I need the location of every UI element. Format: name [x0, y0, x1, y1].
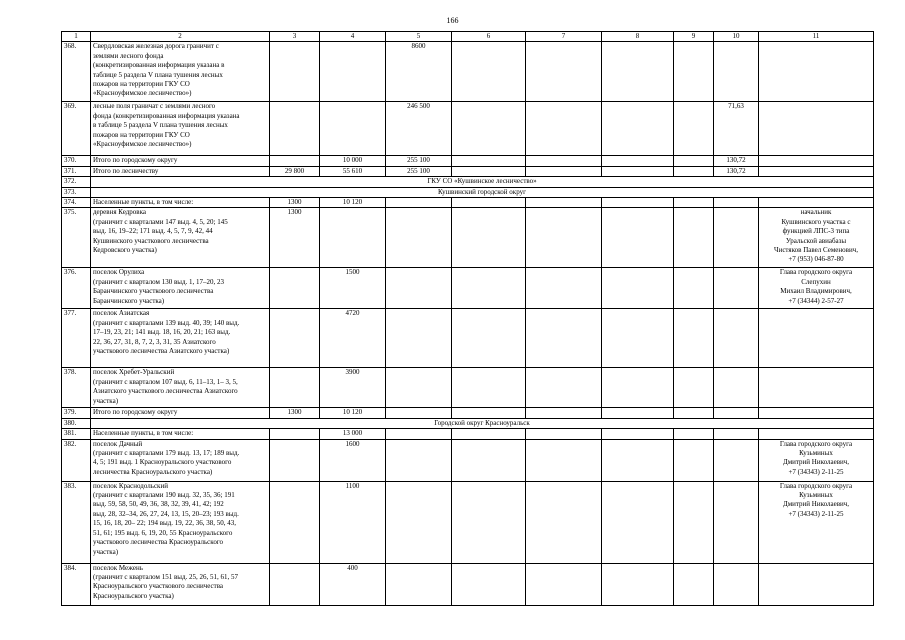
value-cell-col-6	[452, 309, 526, 368]
value-cell-col-10	[714, 268, 759, 309]
row-number: 379.	[62, 408, 91, 418]
value-cell-col-3	[270, 156, 320, 166]
value-cell-col-9	[674, 439, 714, 481]
row-number: 376.	[62, 268, 91, 309]
description-cell: деревня Кедровка (граничит с кварталами 147 выд. 4, 5, 20; 145 выд. 16, 19–22; 171 выд. 4, 5, 7, 9, 42, 44 Кушвинского участкового лесничества Кедровского участка)	[91, 208, 270, 268]
value-cell-col-4: 3900	[320, 368, 386, 408]
value-cell-col-7	[526, 102, 602, 156]
value-cell-col-4: 10 120	[320, 408, 386, 418]
table-row	[62, 481, 874, 563]
section-row	[62, 177, 874, 187]
table-row	[62, 198, 874, 208]
row-number: 372.	[62, 177, 91, 187]
contact-cell	[759, 368, 874, 408]
column-header-row	[62, 32, 874, 42]
row-number: 374.	[62, 198, 91, 208]
value-cell-col-5	[386, 368, 452, 408]
description-cell: Населенные пункты, в том числе:	[91, 429, 270, 439]
row-number: 377.	[62, 309, 91, 368]
contact-cell	[759, 198, 874, 208]
value-cell-col-3: 1300	[270, 208, 320, 268]
description-cell: Итого по городскому округу	[91, 156, 270, 166]
value-cell-col-3: 1300	[270, 198, 320, 208]
contact-cell	[759, 156, 874, 166]
value-cell-col-6	[452, 408, 526, 418]
value-cell-col-10	[714, 481, 759, 563]
value-cell-col-6	[452, 268, 526, 309]
contact-cell	[759, 429, 874, 439]
contact-cell	[759, 309, 874, 368]
row-number: 373.	[62, 187, 91, 197]
value-cell-col-6	[452, 42, 526, 102]
row-number: 375.	[62, 208, 91, 268]
value-cell-col-5	[386, 198, 452, 208]
value-cell-col-3	[270, 439, 320, 481]
description-cell: лесные поля граничат с землями лесного фонда (конкретизированная информация указана в таблице 5 раздела V плана тушения лесных пожаров на территории ГКУ СО «Красноуфимское лесничество»)	[91, 102, 270, 156]
description-cell: поселок Орулиха (граничит с кварталом 130 выд. 1, 17–20, 23 Баранчинского участкового лесничества Баранчинского участка)	[91, 268, 270, 309]
value-cell-col-6	[452, 563, 526, 605]
description-cell: поселок Дачный (граничит с кварталами 179 выд. 13, 17; 189 выд. 4, 5; 191 выд. 1 Красноуральского участкового лесничества Красноуральского участка)	[91, 439, 270, 481]
row-number: 383.	[62, 481, 91, 563]
fire-plan-table	[61, 31, 874, 606]
value-cell-col-8	[602, 156, 674, 166]
table-row	[62, 42, 874, 102]
section-title: ГКУ СО «Кушвинское лесничество»	[91, 177, 874, 187]
description-cell: Населенные пункты, в том числе:	[91, 198, 270, 208]
value-cell-col-7	[526, 309, 602, 368]
value-cell-col-3	[270, 42, 320, 102]
value-cell-col-9	[674, 166, 714, 176]
value-cell-col-8	[602, 208, 674, 268]
value-cell-col-6	[452, 439, 526, 481]
column-header: 7	[526, 32, 602, 42]
column-header: 8	[602, 32, 674, 42]
value-cell-col-4: 1100	[320, 481, 386, 563]
value-cell-col-5: 255 100	[386, 166, 452, 176]
column-header: 1	[62, 32, 91, 42]
row-number: 378.	[62, 368, 91, 408]
contact-cell: Глава городского округа Кузьминых Дмитрий Николаевич, +7 (34343) 2-11-25	[759, 439, 874, 481]
value-cell-col-6	[452, 368, 526, 408]
page-number: 166	[446, 16, 459, 25]
value-cell-col-3: 1300	[270, 408, 320, 418]
value-cell-col-7	[526, 429, 602, 439]
table-row	[62, 368, 874, 408]
value-cell-col-8	[602, 563, 674, 605]
value-cell-col-8	[602, 368, 674, 408]
value-cell-col-4: 1600	[320, 439, 386, 481]
table-row	[62, 309, 874, 368]
value-cell-col-10	[714, 368, 759, 408]
value-cell-col-6	[452, 481, 526, 563]
description-cell: поселок Хребет-Уральский (граничит с кварталом 107 выд. 6, 11–13, 1– 3, 5, Азиатского участкового лесничества Азиатского участка)	[91, 368, 270, 408]
value-cell-col-4	[320, 208, 386, 268]
value-cell-col-7	[526, 368, 602, 408]
value-cell-col-4: 4720	[320, 309, 386, 368]
row-number: 370.	[62, 156, 91, 166]
row-number: 371.	[62, 166, 91, 176]
value-cell-col-9	[674, 408, 714, 418]
value-cell-col-10	[714, 198, 759, 208]
value-cell-col-8	[602, 102, 674, 156]
value-cell-col-7	[526, 408, 602, 418]
row-number: 381.	[62, 429, 91, 439]
value-cell-col-5: 255 100	[386, 156, 452, 166]
contact-cell	[759, 42, 874, 102]
value-cell-col-7	[526, 481, 602, 563]
value-cell-col-9	[674, 309, 714, 368]
value-cell-col-10	[714, 208, 759, 268]
value-cell-col-5: 8600	[386, 42, 452, 102]
value-cell-col-8	[602, 42, 674, 102]
column-header: 5	[386, 32, 452, 42]
column-header: 9	[674, 32, 714, 42]
value-cell-col-9	[674, 42, 714, 102]
value-cell-col-9	[674, 268, 714, 309]
value-cell-col-6	[452, 429, 526, 439]
contact-cell: Глава городского округа Кузьминых Дмитрий Николаевич, +7 (34343) 2-11-25	[759, 481, 874, 563]
section-title: Городской округ Красноуральск	[91, 418, 874, 428]
value-cell-col-10	[714, 563, 759, 605]
value-cell-col-3	[270, 481, 320, 563]
column-header: 4	[320, 32, 386, 42]
value-cell-col-7	[526, 563, 602, 605]
value-cell-col-8	[602, 166, 674, 176]
value-cell-col-9	[674, 368, 714, 408]
value-cell-col-3	[270, 563, 320, 605]
contact-cell: Глава городского округа Слепухин Михаил Владимирович, +7 (34344) 2-57-27	[759, 268, 874, 309]
section-row	[62, 187, 874, 197]
description-cell: Свердловская железная дорога граничит с землями лесного фонда (конкретизированная информация указана в таблице 5 раздела V плана тушения лесных пожаров на территории ГКУ СО «Красноуфимское лесничество»)	[91, 42, 270, 102]
description-cell: поселок Азиатская (граничит с кварталами 139 выд. 40, 39; 140 выд. 17–19, 23, 21; 141 выд. 18, 16, 20, 21; 163 выд. 22, 36, 27, 31, 8, 7, 2, 3, 31, 35 Азиатского участкового лесничества Азиатского участка)	[91, 309, 270, 368]
value-cell-col-6	[452, 208, 526, 268]
value-cell-col-3	[270, 368, 320, 408]
column-header: 10	[714, 32, 759, 42]
value-cell-col-7	[526, 156, 602, 166]
value-cell-col-4: 10 120	[320, 198, 386, 208]
value-cell-col-3	[270, 309, 320, 368]
value-cell-col-7	[526, 42, 602, 102]
contact-cell: начальник Кушвинского участка с функцией ЛПС-3 типа Уральской авиабазы Чистяков Павел Семенович, +7 (953) 046-87-80	[759, 208, 874, 268]
value-cell-col-3: 29 800	[270, 166, 320, 176]
value-cell-col-7	[526, 198, 602, 208]
value-cell-col-8	[602, 198, 674, 208]
value-cell-col-4: 55 610	[320, 166, 386, 176]
value-cell-col-5: 246 500	[386, 102, 452, 156]
column-header: 6	[452, 32, 526, 42]
value-cell-col-9	[674, 102, 714, 156]
table-row	[62, 102, 874, 156]
value-cell-col-5	[386, 481, 452, 563]
value-cell-col-6	[452, 156, 526, 166]
value-cell-col-8	[602, 309, 674, 368]
value-cell-col-4	[320, 102, 386, 156]
row-number: 368.	[62, 42, 91, 102]
section-row	[62, 418, 874, 428]
value-cell-col-5	[386, 309, 452, 368]
value-cell-col-9	[674, 156, 714, 166]
value-cell-col-10	[714, 439, 759, 481]
value-cell-col-6	[452, 102, 526, 156]
value-cell-col-4: 13 000	[320, 429, 386, 439]
value-cell-col-10: 71,63	[714, 102, 759, 156]
value-cell-col-10: 130,72	[714, 156, 759, 166]
value-cell-col-10	[714, 408, 759, 418]
row-number: 380.	[62, 418, 91, 428]
description-cell: Итого по лесничеству	[91, 166, 270, 176]
value-cell-col-8	[602, 408, 674, 418]
value-cell-col-9	[674, 208, 714, 268]
value-cell-col-7	[526, 208, 602, 268]
value-cell-col-7	[526, 268, 602, 309]
table-row	[62, 429, 874, 439]
value-cell-col-6	[452, 166, 526, 176]
row-number: 384.	[62, 563, 91, 605]
value-cell-col-4: 10 000	[320, 156, 386, 166]
contact-cell	[759, 563, 874, 605]
value-cell-col-10	[714, 42, 759, 102]
value-cell-col-6	[452, 198, 526, 208]
column-header: 11	[759, 32, 874, 42]
contact-cell	[759, 166, 874, 176]
value-cell-col-3	[270, 429, 320, 439]
table-row	[62, 208, 874, 268]
row-number: 382.	[62, 439, 91, 481]
value-cell-col-5	[386, 563, 452, 605]
table-row	[62, 156, 874, 166]
value-cell-col-4: 1500	[320, 268, 386, 309]
row-number: 369.	[62, 102, 91, 156]
description-cell: Итого по городскому округу	[91, 408, 270, 418]
value-cell-col-9	[674, 481, 714, 563]
value-cell-col-10	[714, 429, 759, 439]
table-row	[62, 408, 874, 418]
value-cell-col-4	[320, 42, 386, 102]
value-cell-col-8	[602, 439, 674, 481]
value-cell-col-4: 400	[320, 563, 386, 605]
contact-cell	[759, 408, 874, 418]
table-body	[62, 32, 874, 606]
description-cell: поселок Межень (граничит с кварталом 151 выд. 25, 26, 51, 61, 57 Красноуральского участкового лесничества Красноуральского участка)	[91, 563, 270, 605]
value-cell-col-8	[602, 481, 674, 563]
value-cell-col-7	[526, 439, 602, 481]
contact-cell	[759, 102, 874, 156]
value-cell-col-3	[270, 268, 320, 309]
value-cell-col-10: 130,72	[714, 166, 759, 176]
value-cell-col-9	[674, 429, 714, 439]
value-cell-col-5	[386, 268, 452, 309]
value-cell-col-8	[602, 268, 674, 309]
value-cell-col-9	[674, 563, 714, 605]
value-cell-col-8	[602, 429, 674, 439]
column-header: 3	[270, 32, 320, 42]
value-cell-col-10	[714, 309, 759, 368]
value-cell-col-7	[526, 166, 602, 176]
value-cell-col-5	[386, 408, 452, 418]
value-cell-col-5	[386, 208, 452, 268]
description-cell: поселок Краснодольский (граничит с кварталами 190 выд. 32, 35, 36; 191 выд. 59, 58, 50, 49, 36, 38, 32, 39, 41, 42; 192 выд. 28, 32–34, 26, 27, 24, 13, 15, 20–23; 193 выд. 15, 16, 18, 20– 22; 194 выд. 19, 22, 36, 38, 50, 43, 51, 61; 195 выд. 6, 19, 20, 55 Красноуральского участкового лесничества Красноуральского участка)	[91, 481, 270, 563]
value-cell-col-5	[386, 439, 452, 481]
table-row	[62, 268, 874, 309]
value-cell-col-5	[386, 429, 452, 439]
table-row	[62, 563, 874, 605]
section-title: Кушвинский городской округ	[91, 187, 874, 197]
table-row	[62, 166, 874, 176]
value-cell-col-9	[674, 198, 714, 208]
value-cell-col-3	[270, 102, 320, 156]
column-header: 2	[91, 32, 270, 42]
table-row	[62, 439, 874, 481]
